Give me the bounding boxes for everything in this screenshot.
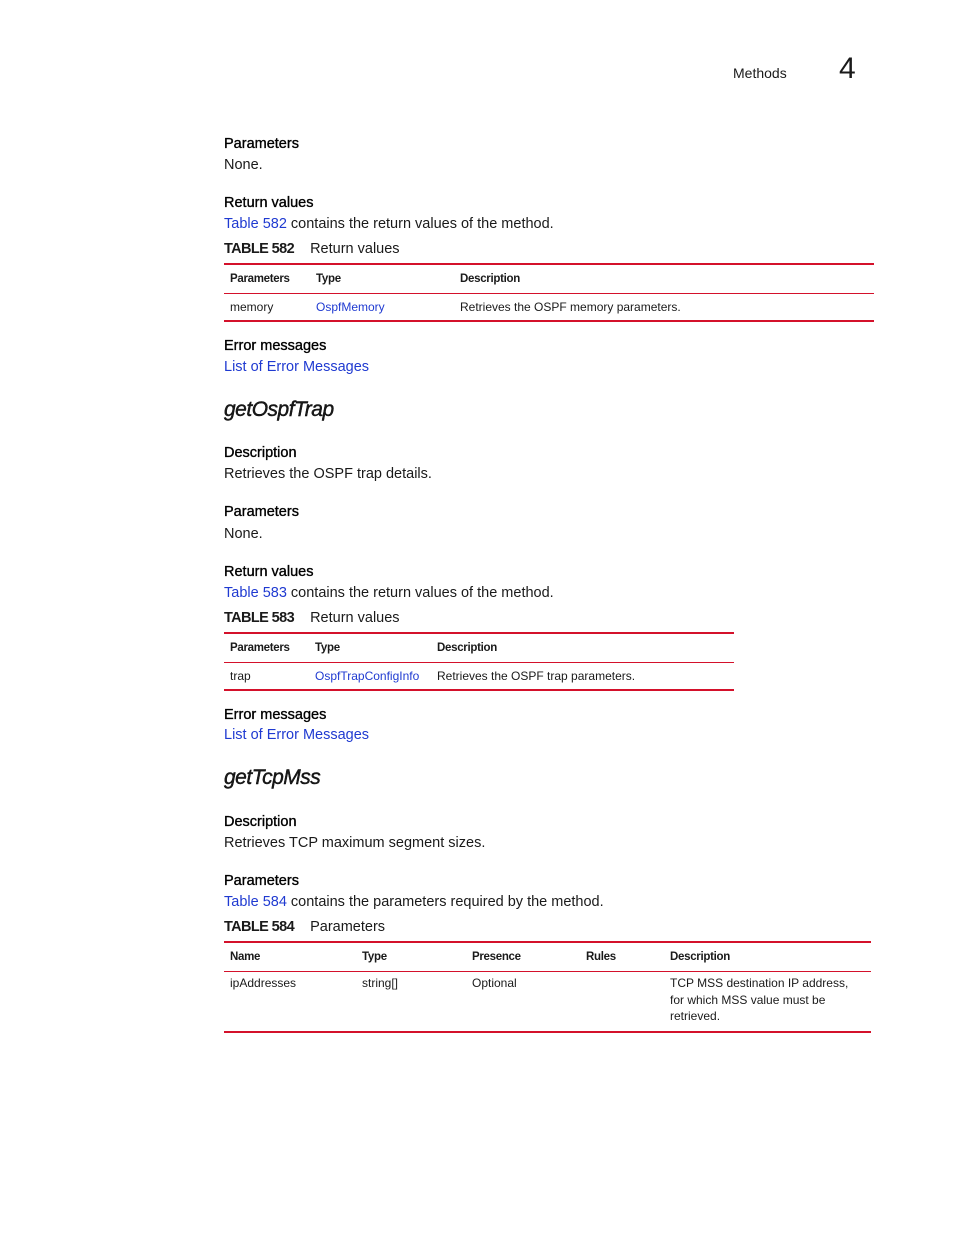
table-row <box>224 294 874 322</box>
parameters-text: Table 584 contains the parameters required by the method. <box>224 894 604 910</box>
description-text: Retrieves TCP maximum segment sizes. <box>224 835 486 851</box>
table-header-row <box>224 633 734 663</box>
table-583-link[interactable]: Table 583 <box>224 585 287 601</box>
table-584 <box>224 941 871 1033</box>
parameters-heading: Parameters <box>224 873 299 889</box>
column-header: Description <box>664 942 871 972</box>
type-link[interactable]: OspfTrapConfigInfo <box>309 663 431 691</box>
description-text: Retrieves the OSPF trap details. <box>224 466 432 482</box>
column-header: Type <box>309 633 431 663</box>
table-cell <box>580 972 664 1032</box>
column-header: Description <box>454 264 874 294</box>
table-row <box>224 972 871 1032</box>
parameters-heading: Parameters <box>224 504 299 520</box>
table-caption-text: Parameters <box>310 919 386 935</box>
return-values-heading: Return values <box>224 195 314 211</box>
table-cell: string[] <box>356 972 466 1032</box>
table-cell: Optional <box>466 972 580 1032</box>
table-583 <box>224 632 734 691</box>
running-header-section: Methods <box>733 65 787 81</box>
column-header: Type <box>310 264 454 294</box>
return-values-text: Table 583 contains the return values of the method. <box>224 585 554 601</box>
table-caption-text: Return values <box>310 241 400 257</box>
table-row <box>224 663 734 691</box>
table-582-link[interactable]: Table 582 <box>224 216 287 232</box>
error-messages-link[interactable]: List of Error Messages <box>224 359 370 375</box>
chapter-number: 4 <box>839 52 856 85</box>
column-header: Rules <box>580 942 664 972</box>
table-cell: Retrieves the OSPF memory parameters. <box>454 294 874 322</box>
column-header: Parameters <box>224 633 309 663</box>
table-number: TABLE 583 <box>224 610 295 626</box>
table-cell: memory <box>224 294 310 322</box>
table-header-row <box>224 264 874 294</box>
table-cell: trap <box>224 663 309 691</box>
table-584-caption <box>224 919 385 935</box>
column-header: Description <box>431 633 734 663</box>
column-header: Type <box>356 942 466 972</box>
table-583-caption <box>224 610 400 626</box>
method-title: getTcpMss <box>224 766 321 789</box>
description-heading: Description <box>224 814 297 830</box>
table-cell: TCP MSS destination IP address, for which MSS value must be retrieved. <box>664 972 871 1032</box>
method-title: getOspfTrap <box>224 398 334 421</box>
table-582 <box>224 263 874 322</box>
table-582-caption <box>224 241 400 257</box>
return-values-heading: Return values <box>224 564 314 580</box>
parameters-heading: Parameters <box>224 136 299 152</box>
type-link[interactable]: OspfMemory <box>310 294 454 322</box>
column-header: Parameters <box>224 264 310 294</box>
error-messages-heading: Error messages <box>224 707 327 723</box>
error-messages-link[interactable]: List of Error Messages <box>224 727 370 743</box>
table-cell: Retrieves the OSPF trap parameters. <box>431 663 734 691</box>
parameters-text: None. <box>224 157 263 173</box>
table-number: TABLE 582 <box>224 241 295 257</box>
table-cell: ipAddresses <box>224 972 356 1032</box>
table-number: TABLE 584 <box>224 919 295 935</box>
return-values-text: Table 582 contains the return values of the method. <box>224 216 554 232</box>
table-caption-text: Return values <box>310 610 400 626</box>
error-messages-heading: Error messages <box>224 338 327 354</box>
column-header: Presence <box>466 942 580 972</box>
column-header: Name <box>224 942 356 972</box>
parameters-text: None. <box>224 526 263 542</box>
table-header-row <box>224 942 871 972</box>
description-heading: Description <box>224 445 297 461</box>
table-584-link[interactable]: Table 584 <box>224 894 287 910</box>
